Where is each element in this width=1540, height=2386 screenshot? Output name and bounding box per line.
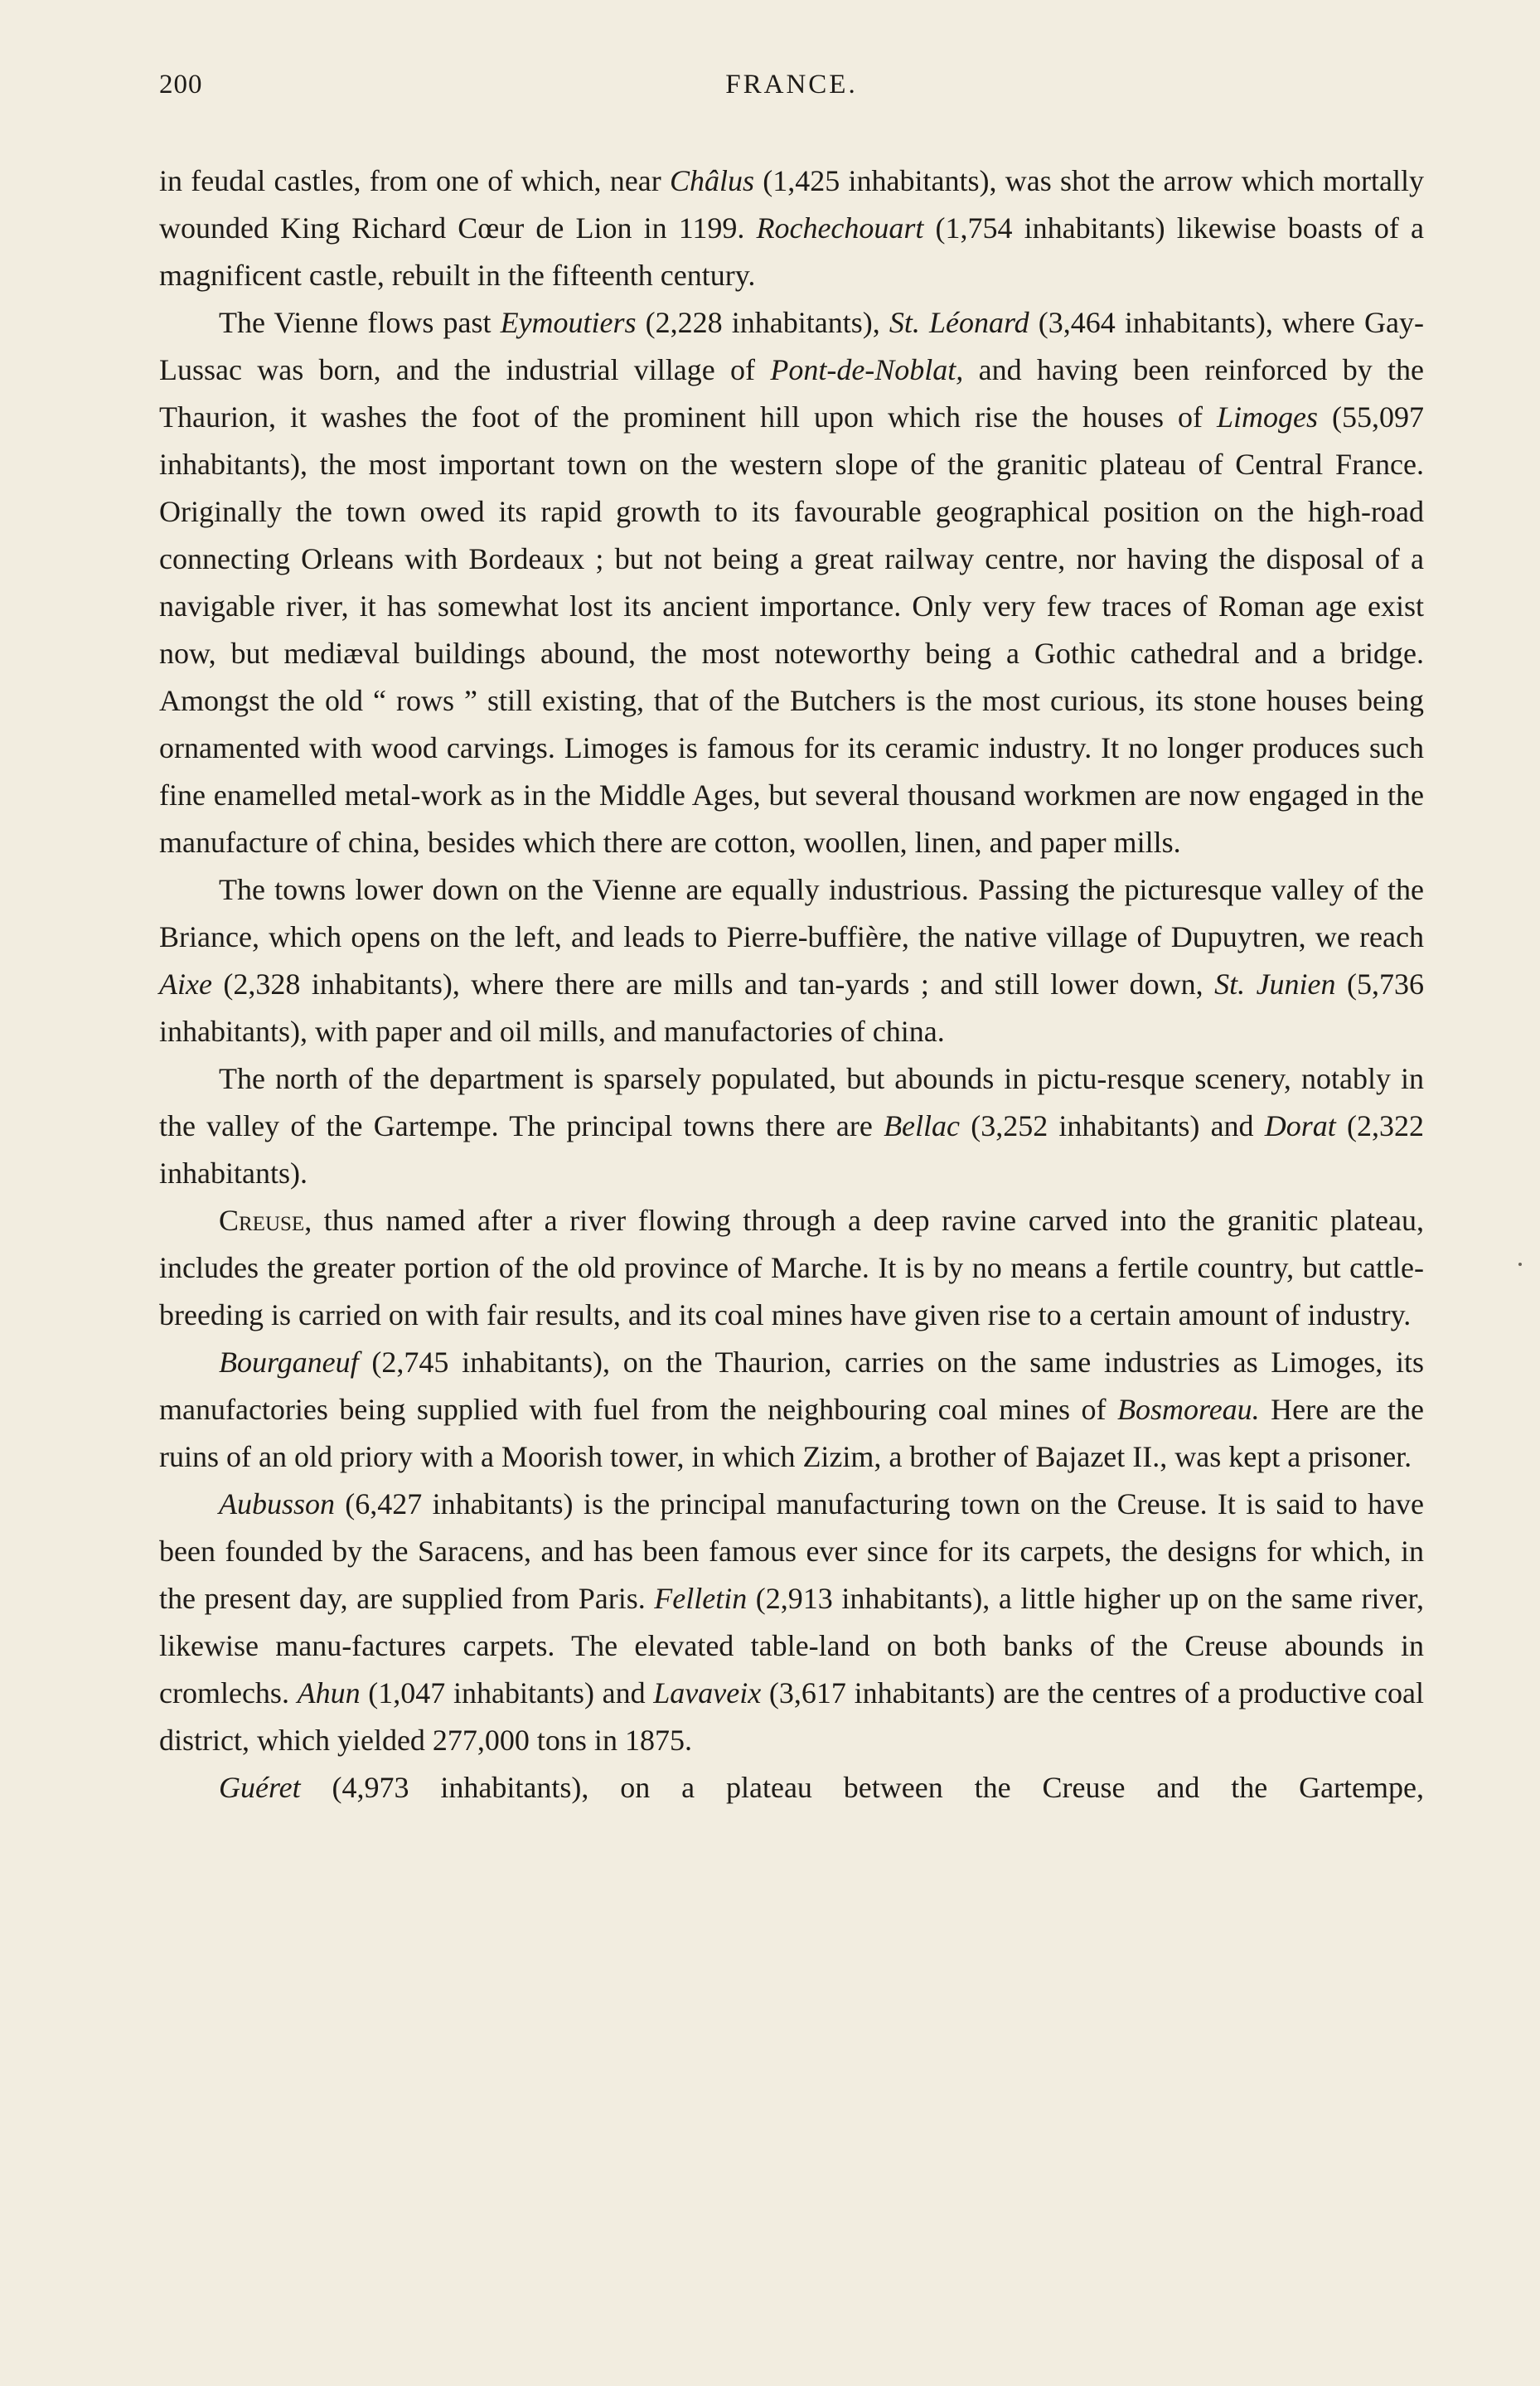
place-name: St. Junien: [1214, 967, 1336, 1001]
place-name: Bellac: [884, 1109, 961, 1142]
place-name: Lavaveix: [653, 1676, 762, 1709]
text-run: (1,754 inhabitants) likewise boasts of a magnificent castle, rebuilt in the fifteenth century.: [159, 211, 1424, 292]
text-run: Here are the ruins of an old priory with a Moorish tower, in which Zizim, a brother of Bajazet II., was kept a prisoner.: [159, 1393, 1425, 1473]
place-name: Châlus: [669, 164, 754, 197]
paragraph: [159, 1339, 1424, 1481]
text-run: (2,745 inhabitants), on the Thaurion, carries on the same industries as Limoges, its manufactories being supplied with fuel from the neighbouring coal mines of: [159, 1346, 1424, 1426]
book-page: [159, 70, 1424, 1811]
text-run: (2,228 inhabitants),: [636, 306, 889, 339]
running-title: FRANCE.: [725, 70, 858, 99]
page-number: 200: [159, 70, 203, 99]
place-name: Aubusson: [219, 1487, 336, 1520]
text-run: (4,973 inhabitants), on a plateau between the Creuse and the Gartempe,: [300, 1771, 1424, 1804]
text-run: (1,047 inhabitants) and: [360, 1676, 654, 1709]
text-run: , thus named after a river flowing through a deep ravine carved into the granitic plateau, includes the greater portion of the old province of Marche. It is by no means a fertile country, but cattle-breeding is carried on with fair results, and its coal mines have given rise to a certain amount of industry.: [159, 1204, 1424, 1331]
place-name: Dorat: [1264, 1109, 1336, 1142]
place-name: Aixe: [159, 967, 212, 1001]
department-name: Creuse: [219, 1204, 305, 1237]
place-name: St. Léonard: [889, 306, 1029, 339]
place-name: Limoges: [1216, 400, 1318, 434]
text-run: and having been reinforced by the Thaurion, it washes the foot of the prominent hill upon which rise the houses of: [159, 353, 1424, 434]
paragraph: [159, 1055, 1424, 1197]
text-run: (3,464 inhabitants), where Gay-Lussac was born, and the industrial village of: [159, 306, 1424, 386]
paragraph: [159, 299, 1424, 866]
place-name: Rochechouart: [756, 211, 924, 245]
text-run: (2,328 inhabitants), where there are mills and tan-yards ; and still lower down,: [211, 967, 1215, 1001]
text-run: (55,097 inhabitants), the most important town on the western slope of the granitic plateau of Central France. Originally the town owed its rapid growth to its favourable geographical position on the high-road connecting Orleans with Bordeaux ; but not being a great railway centre, nor having the disposal of a navigable river, it has somewhat lost its ancient importance. Only very few traces of Roman age exist now, but mediæval buildings abound, the most noteworthy being a Gothic cathedral and a bridge. Amongst the old “ rows ” still existing, that of the Butchers is the most curious, its stone houses being ornamented with wood carvings. Limoges is famous for its ceramic industry. It no longer produces such fine enamelled metal-work as in the Middle Ages, but several thousand workmen are now engaged in the manufacture of china, besides which there are cotton, woollen, linen, and paper mills.: [159, 400, 1425, 859]
text-run: (3,617 inhabitants) are the centres of a productive coal district, which yielded 277,000 tons in 1875.: [159, 1676, 1425, 1757]
place-name: Guéret: [219, 1771, 301, 1804]
place-name: Bourganeuf: [219, 1346, 359, 1379]
place-name: Pont-de-Noblat,: [770, 353, 964, 386]
text-run: The Vienne flows past: [219, 306, 501, 339]
paragraph: [159, 866, 1424, 1055]
paragraph: [159, 1481, 1424, 1764]
place-name: Ahun: [297, 1676, 361, 1709]
place-name: Eymoutiers: [500, 306, 637, 339]
place-name: Bosmoreau.: [1117, 1393, 1260, 1426]
paragraph: [159, 1197, 1424, 1339]
text-run: (5,736 inhabitants), with paper and oil mills, and manufactories of china.: [159, 967, 1424, 1048]
text-run: in feudal castles, from one of which, near: [159, 164, 670, 197]
text-run: (1,425 inhabitants), was shot the arrow which mortally wounded King Richard Cœur de Lion in 1199.: [159, 164, 1424, 245]
text-run: The north of the department is sparsely populated, but abounds in pictu-resque scenery, notably in the valley of the Gartempe. The principal towns there are: [159, 1062, 1424, 1142]
body-text: [159, 158, 1424, 1811]
paragraph: [159, 1764, 1424, 1811]
text-run: (6,427 inhabitants) is the principal manufacturing town on the Creuse. It is said to have been founded by the Saracens, and has been famous ever since for its carpets, the designs for which, in the present day, are supplied from Paris.: [159, 1487, 1424, 1615]
place-name: Felletin: [654, 1582, 748, 1615]
print-speck: [1518, 1263, 1522, 1266]
text-run: (2,913 inhabitants), a little higher up on the same river, likewise manu-factures carpets. The elevated table-land on both banks of the Creuse abounds in cromlechs.: [159, 1582, 1424, 1709]
running-head: [159, 70, 1424, 119]
text-run: (2,322 inhabitants).: [159, 1109, 1424, 1190]
paragraph: [159, 158, 1424, 299]
text-run: (3,252 inhabitants) and: [960, 1109, 1265, 1142]
text-run: The towns lower down on the Vienne are equally industrious. Passing the picturesque valley of the Briance, which opens on the left, and leads to Pierre-buffière, the native village of Dupuytren, we reach: [159, 873, 1424, 953]
